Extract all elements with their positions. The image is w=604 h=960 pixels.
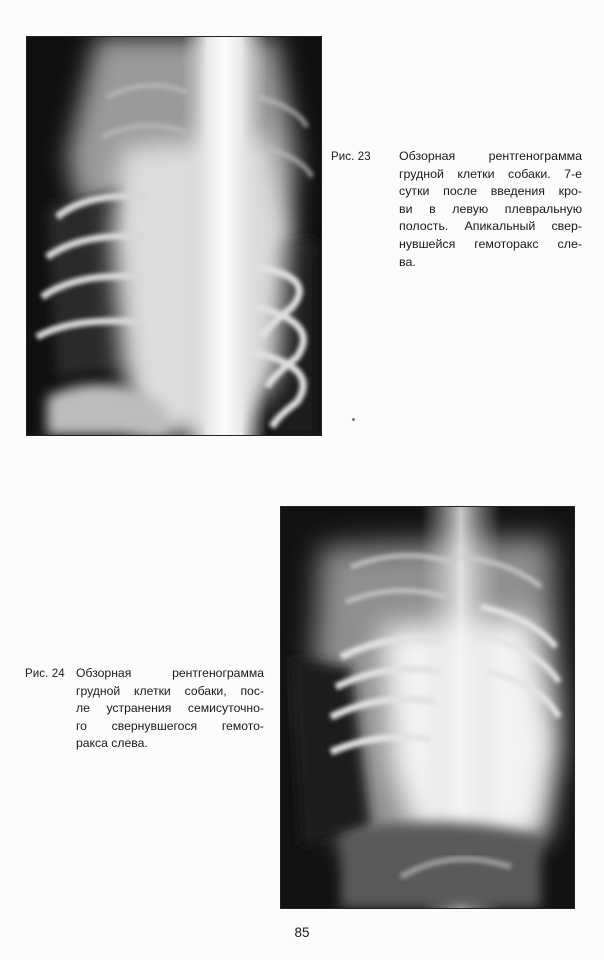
figure-23-label: Рис. 23 <box>331 151 371 163</box>
caption-line: нувшейся гемоторакс сле- <box>399 236 582 251</box>
caption-line: Обзорная рентгенограмма <box>76 666 264 680</box>
caption-line: грудной клетки собаки, пос- <box>76 683 264 698</box>
caption-line: сутки после введения кро- <box>399 184 582 199</box>
caption-line: грудной клетки собаки. 7-е <box>399 166 582 181</box>
figure-24-label: Рис. 24 <box>25 668 65 680</box>
caption-line: го свернувшегося гемото- <box>76 718 264 733</box>
caption-line: полость. Апикальный свер- <box>399 219 582 234</box>
radiograph-image-fig24 <box>281 507 574 908</box>
caption-line: ракса слева. <box>76 736 148 751</box>
scan-speck <box>351 417 355 421</box>
figure-24-caption <box>76 665 264 753</box>
radiograph-image-fig23 <box>27 37 321 435</box>
caption-line: ле устранения семисуточно- <box>76 701 264 716</box>
caption-line: Обзорная рентгенограмма <box>399 149 582 163</box>
caption-line: ви в левую плевральную <box>399 201 582 216</box>
caption-line: ва. <box>399 254 416 269</box>
figure-23-caption <box>399 148 582 271</box>
page-number: 85 <box>294 925 310 940</box>
